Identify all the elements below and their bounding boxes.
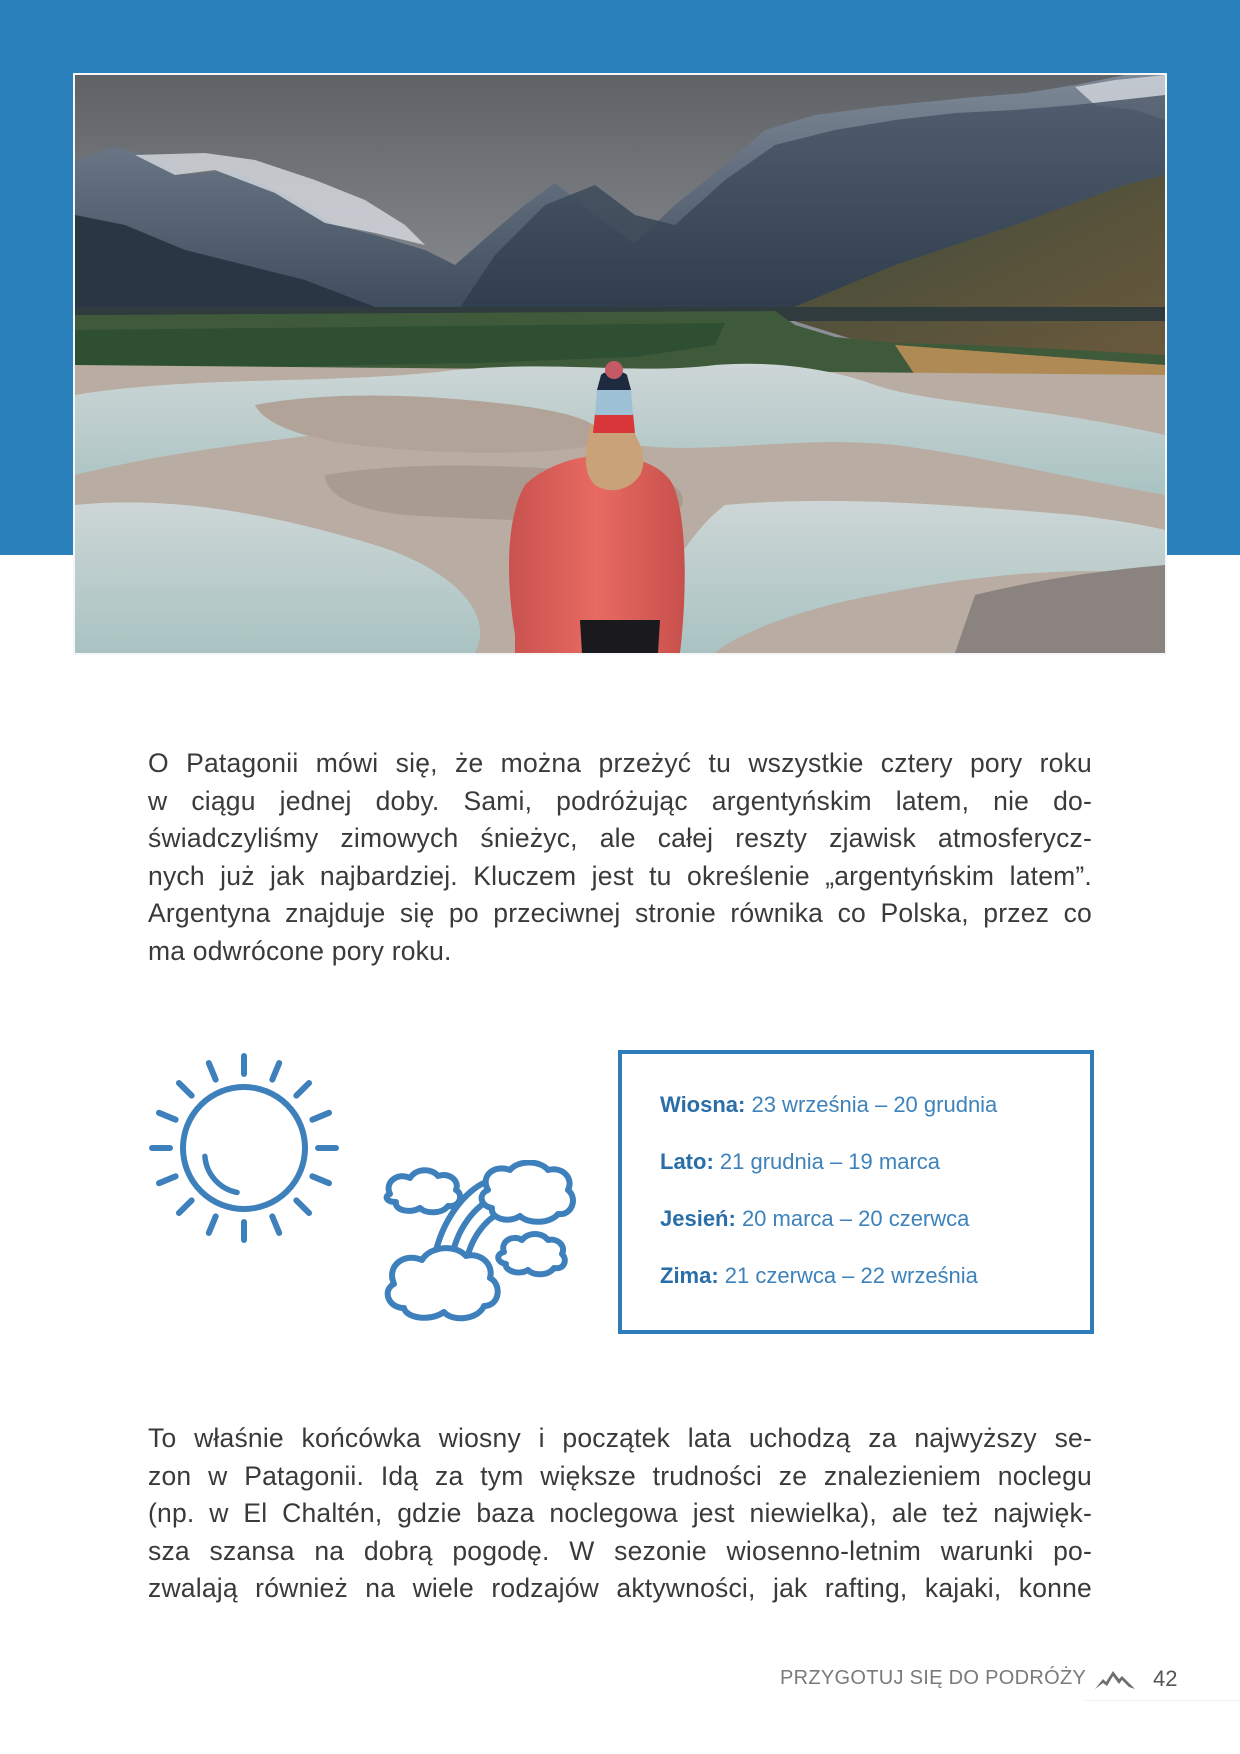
season-range: 21 grudnia – 19 marca [713, 1149, 941, 1174]
paragraph-line: nych już jak najbardziej. Kluczem jest tu określenie „argentyńskim latem”. [148, 860, 1092, 891]
intro-paragraph [148, 745, 1092, 970]
paragraph-line: zon w Patagonii. Idą za tym większe trudności ze znalezieniem noclegu [148, 1460, 1092, 1491]
hero-photo-illustration [75, 75, 1165, 653]
paragraph-line: sza szansa na dobrą pogodę. W sezonie wiosenno-letnim warunki po- [148, 1535, 1092, 1566]
sun-ray [179, 1200, 192, 1213]
paragraph-line: zwalają również na wiele rodzajów aktywności, jak rafting, kajaki, konne [148, 1573, 1092, 1603]
sun-ray [312, 1176, 329, 1183]
paragraph-line: Argentyna znajduje się po przeciwnej stronie równika co Polska, przez co [148, 898, 1092, 928]
sun-ray [209, 1063, 216, 1080]
footer-divider [1085, 1700, 1240, 1701]
sun-icon [146, 1050, 342, 1246]
sun-ray [272, 1216, 279, 1233]
sun-ray [209, 1216, 216, 1233]
season-label: Jesień: [660, 1206, 736, 1231]
mountains-icon [1093, 1667, 1137, 1691]
sun-ray [159, 1176, 176, 1183]
season-range: 21 czerwca – 22 września [718, 1263, 978, 1288]
sun-ray [272, 1063, 279, 1080]
sun-ray [159, 1113, 176, 1120]
page-number: 42 [1153, 1666, 1178, 1691]
sun-ray [296, 1200, 309, 1213]
season-autumn [660, 1206, 969, 1232]
season-summer [660, 1149, 940, 1175]
paragraph-line: O Patagonii mówi się, że można przeżyć tu wszystkie cztery pory roku [148, 748, 1092, 778]
paragraph-line: ma odwrócone pory roku. [148, 935, 452, 966]
season-label: Wiosna: [660, 1092, 746, 1117]
second-paragraph [148, 1420, 1092, 1608]
season-label: Lato: [660, 1149, 714, 1174]
season-spring [660, 1092, 997, 1118]
sun-ray [179, 1083, 192, 1096]
season-range: 20 marca – 20 czerwca [735, 1206, 970, 1231]
rainbow-clouds-icon [376, 1160, 582, 1332]
seasons-box [618, 1050, 1094, 1334]
season-range: 23 września – 20 grudnia [745, 1092, 998, 1117]
season-label: Zima: [660, 1263, 719, 1288]
paragraph-line: (np. w El Chaltén, gdzie baza noclegowa jest niewielka), ale też najwięk- [148, 1498, 1092, 1528]
hero-photo [75, 75, 1165, 653]
sun-ray [296, 1083, 309, 1096]
paragraph-line: w ciągu jednej doby. Sami, podróżując argentyńskim latem, nie do- [148, 785, 1092, 816]
paragraph-line: To właśnie końcówka wiosny i początek lata uchodzą za najwyższy se- [148, 1423, 1092, 1453]
season-winter [660, 1263, 978, 1289]
footer-section-title: PRZYGOTUJ SIĘ DO PODRÓŻY [780, 1667, 1087, 1689]
sun-ray [312, 1113, 329, 1120]
paragraph-line: świadczyliśmy zimowych śnieżyc, ale całej reszty zjawisk atmosferycz- [148, 823, 1092, 853]
